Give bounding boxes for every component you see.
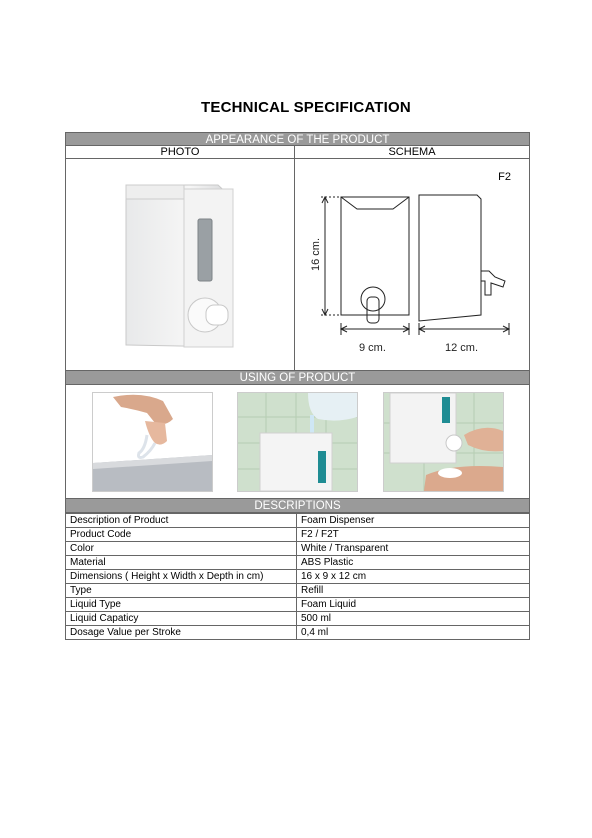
description-value: Refill	[297, 584, 530, 598]
description-value: 16 x 9 x 12 cm	[297, 570, 530, 584]
page-title: TECHNICAL SPECIFICATION	[201, 99, 411, 116]
schema-cell	[295, 159, 530, 371]
usage-photos	[65, 385, 530, 499]
model-label: F2	[498, 171, 511, 183]
descriptions-table	[65, 513, 530, 640]
description-row	[66, 570, 530, 584]
dispensing-foam-photo	[383, 392, 504, 492]
description-key: Liquid Type	[66, 598, 297, 612]
dispenser-photo	[66, 159, 296, 371]
schema-column-header: SCHEMA	[295, 146, 530, 159]
pouring-refill-photo	[237, 392, 358, 492]
description-value: 0,4 ml	[297, 626, 530, 640]
description-key: Dimensions ( Height x Width x Depth in cm)	[66, 570, 297, 584]
description-key: Color	[66, 542, 297, 556]
description-key: Type	[66, 584, 297, 598]
description-key: Material	[66, 556, 297, 570]
product-photo-cell	[65, 159, 295, 371]
description-row	[66, 612, 530, 626]
description-row	[66, 598, 530, 612]
description-value: Foam Liquid	[297, 598, 530, 612]
width-dimension-label: 9 cm.	[359, 342, 386, 354]
depth-dimension-label: 12 cm.	[445, 342, 479, 354]
dimension-schema	[295, 159, 530, 371]
description-key: Liquid Capaticy	[66, 612, 297, 626]
using-section-header: USING OF PRODUCT	[65, 371, 530, 385]
appearance-section-header: APPEARANCE OF THE PRODUCT	[65, 132, 530, 146]
description-value: F2 / F2T	[297, 528, 530, 542]
descriptions-section-header: DESCRIPTIONS	[65, 499, 530, 513]
description-row	[66, 556, 530, 570]
description-value: 500 ml	[297, 612, 530, 626]
height-dimension-label: 16 cm.	[310, 237, 322, 271]
description-key: Dosage Value per Stroke	[66, 626, 297, 640]
photo-column-header: PHOTO	[65, 146, 295, 159]
description-row	[66, 528, 530, 542]
description-key: Description of Product	[66, 514, 297, 528]
description-key: Product Code	[66, 528, 297, 542]
description-row	[66, 542, 530, 556]
description-value: ABS Plastic	[297, 556, 530, 570]
description-value: Foam Dispenser	[297, 514, 530, 528]
description-row	[66, 626, 530, 640]
spec-sheet	[65, 132, 530, 640]
description-row	[66, 584, 530, 598]
description-row	[66, 514, 530, 528]
description-value: White / Transparent	[297, 542, 530, 556]
refill-insert-photo	[92, 392, 213, 492]
